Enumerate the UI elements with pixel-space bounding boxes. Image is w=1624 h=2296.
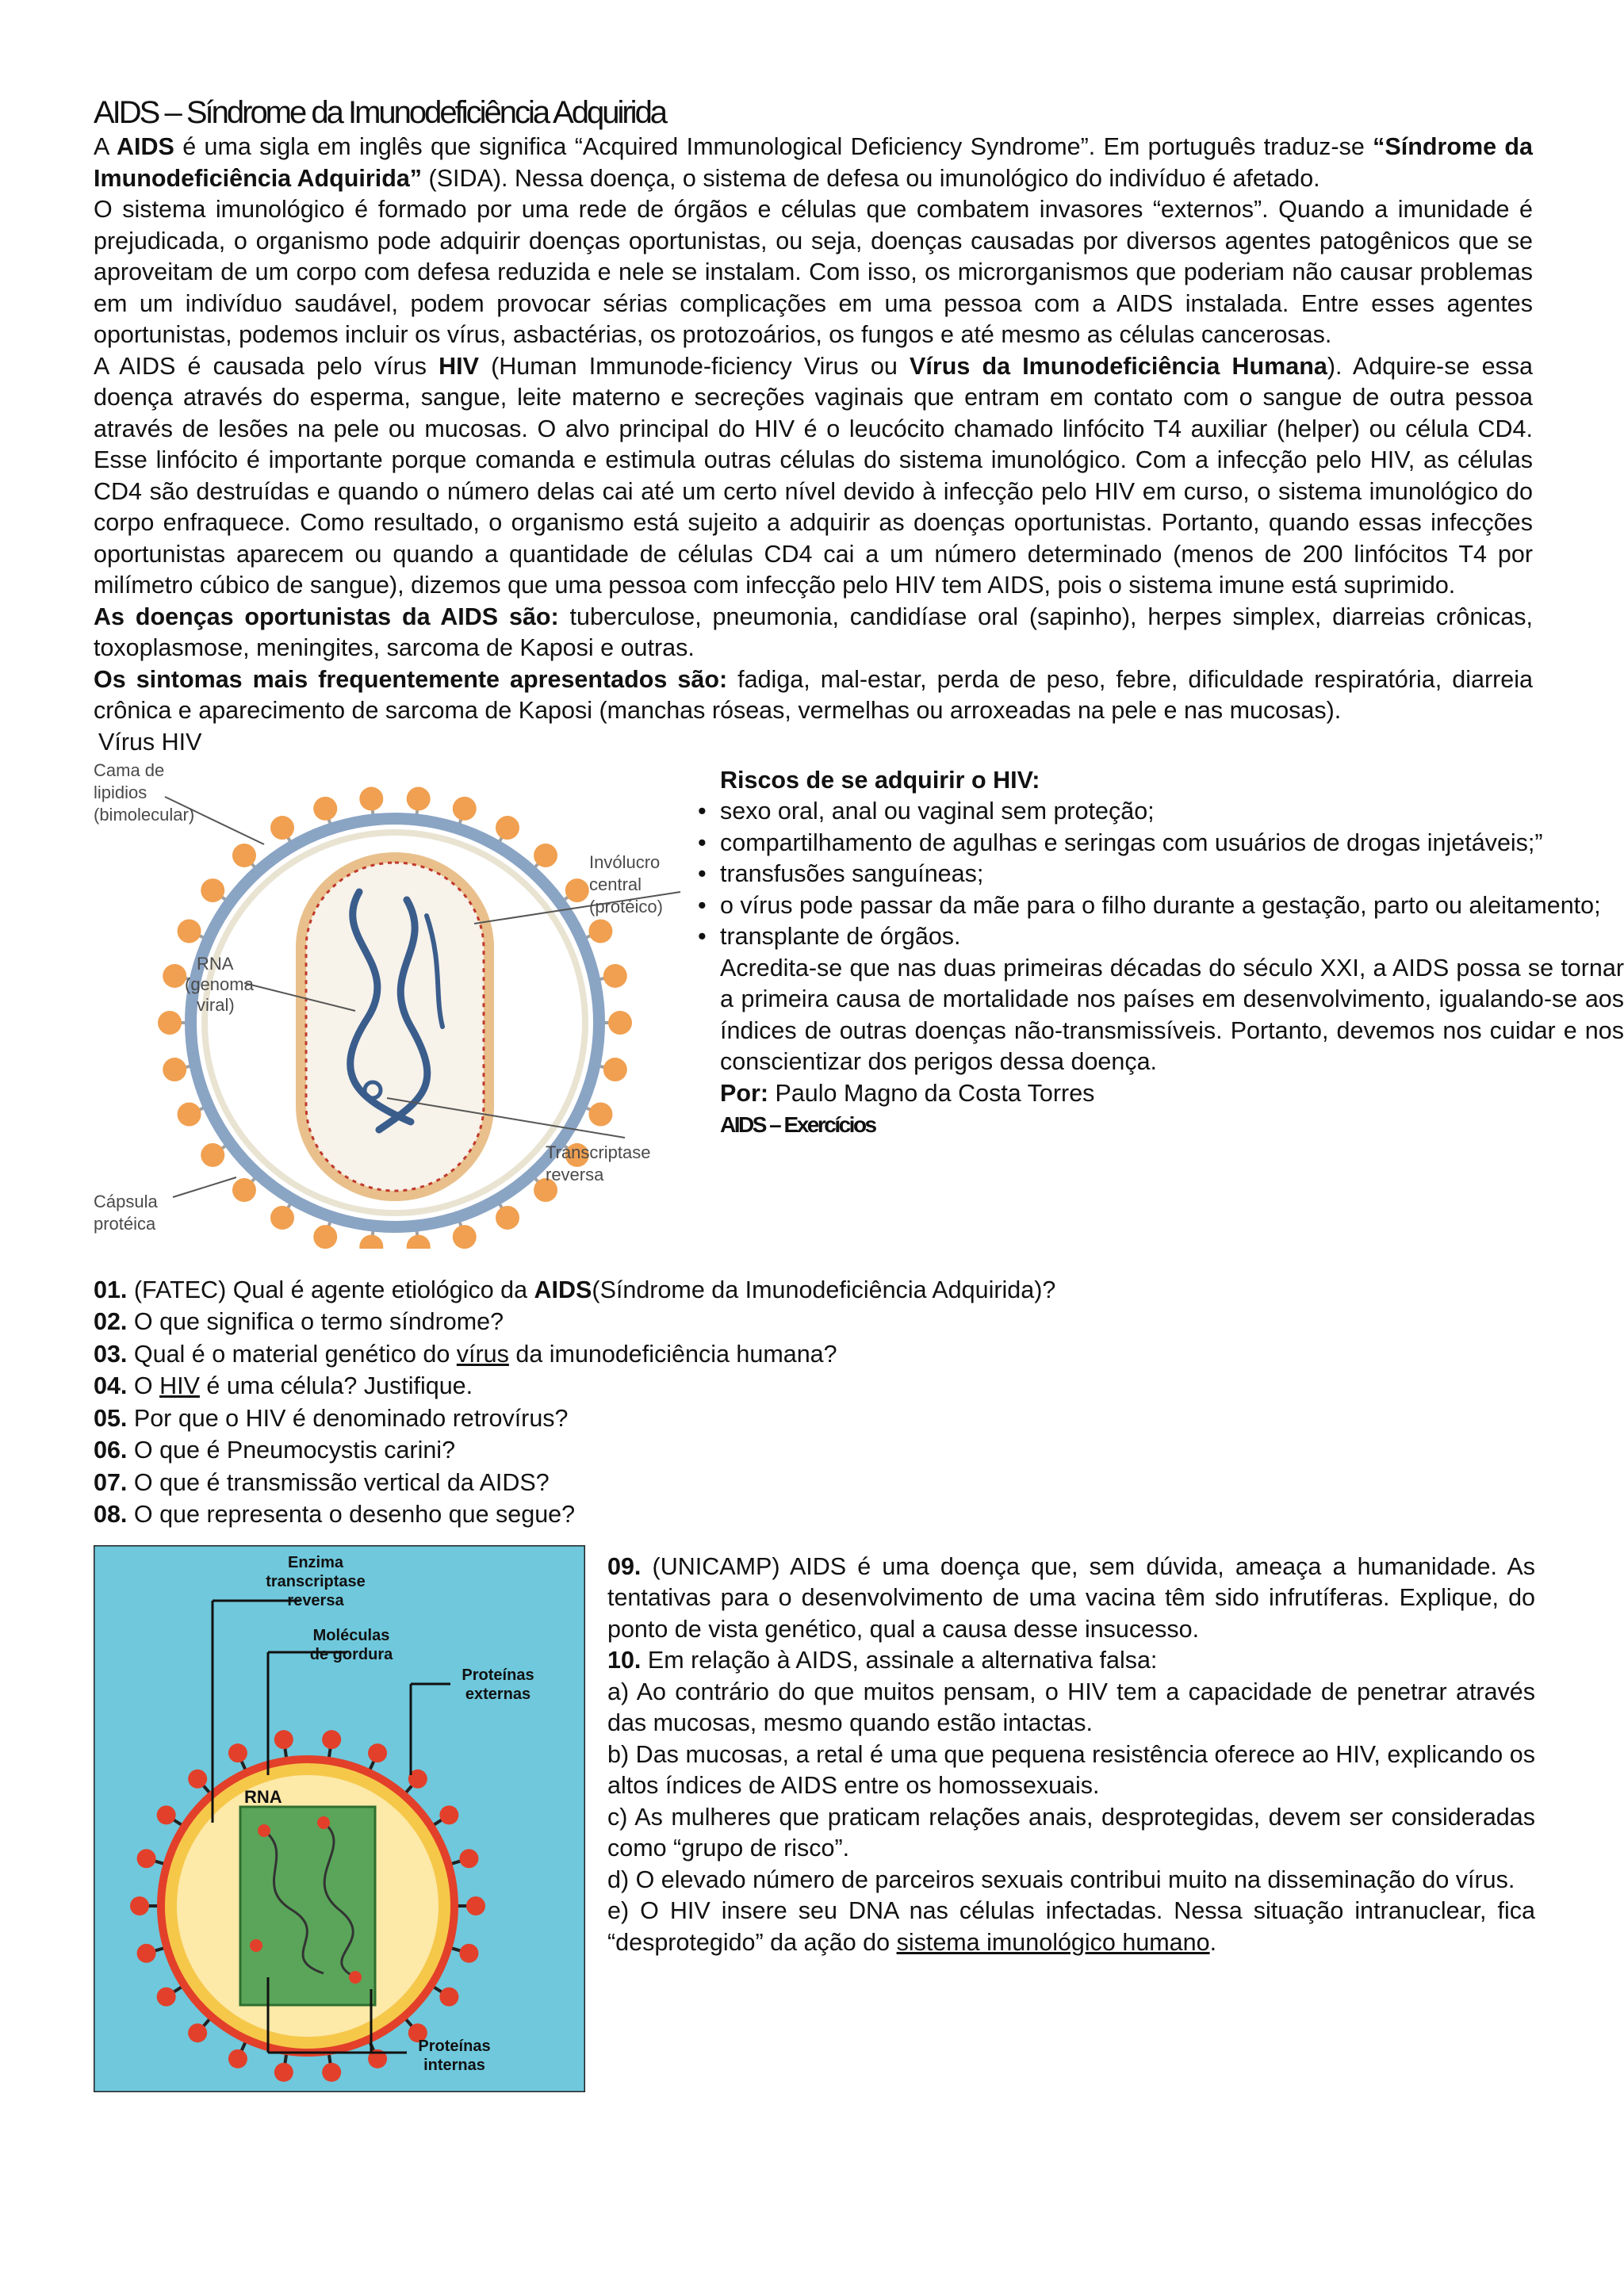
question-01: 01. (FATEC) Qual é agente etiológico da AIDS(Síndrome da Imunodeficiência Adquirida)? <box>94 1276 1056 1303</box>
label-rt-1: Transcriptase <box>546 1142 651 1162</box>
spike-head <box>496 1205 519 1229</box>
spike-head <box>178 919 201 943</box>
risks-section <box>688 765 1624 1142</box>
spike-head <box>439 1805 458 1824</box>
spike-head <box>407 786 431 810</box>
intro-paragraph-5: Os sintomas mais frequentemente apresentados são: fadiga, mal-estar, perda de peso, febre, dificuldade respiratória, diarreia crônica e aparecimento de sarcoma de Kaposi (manchas róseas, vermelhas ou arroxeadas na pele e nas mucosas). <box>94 665 1533 724</box>
label-rna-1: RNA <box>197 953 234 974</box>
spike-head <box>274 1730 293 1749</box>
label-int-1: Proteínas <box>418 2037 491 2055</box>
label-fat-1: Moléculas <box>312 1626 390 1644</box>
question-08: 08. O que representa o desenho que segue? <box>94 1501 576 1528</box>
spike-head <box>130 1896 149 1915</box>
spike-head <box>459 1849 478 1868</box>
question-04: 04. O HIV é uma célula? Justifique. <box>94 1372 473 1399</box>
option-e: e) O HIV insere seu DNA nas células infectadas. Nessa situação intranuclear, fica “desprotegido” da ação do sistema imunológico humano. <box>607 1897 1535 1956</box>
enzyme-dot <box>349 1971 362 1984</box>
question-02: 02. O que significa o termo síndrome? <box>94 1308 504 1335</box>
label-core-2: central <box>589 874 642 894</box>
label-int-2: internas <box>423 2056 485 2074</box>
intro-paragraph-3: A AIDS é causada pelo vírus HIV (Human Immunode-ficiency Virus ou Vírus da Imunodeficiência Humana). Adquire-se essa doença através do esperma, sangue, leite materno e secreções vaginais que entram em contato com o sangue de outra pessoa através de lesões na pele ou mucosas. O alvo principal do HIV é o leucócito chamado linfócito T4 auxiliar (helper) ou célula CD4. Esse linfócito é importante porque comanda e estimula outras células do sistema imunológico. Com a infecção pelo HIV, as células CD4 são destruídas e quando o número delas cai até um certo nível devido à infecção pelo HIV em curso, o sistema imunológico do corpo enfraquece. Como resultado, o organismo está sujeito a adquirir as doenças oportunistas. Portanto, quando essas infecções oportunistas aparecem ou quando a quantidade de células CD4 cai a um número determinado (menos de 200 linfócitos T4 por milímetro cúbico de sangue), dizemos que uma pessoa com infecção pelo HIV tem AIDS, pois o sistema imune está suprimido. <box>94 352 1534 599</box>
label-enzyme-1: Enzima <box>287 1553 344 1571</box>
spike-head <box>188 1769 207 1788</box>
enzyme-dot <box>317 1816 330 1829</box>
option-b: b) Das mucosas, a retal é uma que pequena resistência oferece ao HIV, explicando os altos índices de AIDS entre os homossexuais. <box>607 1740 1535 1799</box>
question-09: 09. (UNICAMP) AIDS é uma doença que, sem dúvida, ameaça a humanidade. As tentativas para o desenvolvimento de uma vacina têm sido infrutíferas. Explique, do ponto de vista genético, qual a causa desse insucesso. <box>607 1552 1535 1643</box>
spike-head <box>163 963 186 987</box>
spike-head <box>453 796 477 820</box>
spike-head <box>158 1011 182 1035</box>
spike-head <box>163 1058 186 1081</box>
intro-paragraph-4: As doenças oportunistas da AIDS são: tuberculose, pneumonia, candidíase oral (sapinho), herpes simplex, diarreias crônicas, toxoplasmose, meningites, sarcoma de Kaposi e outras. <box>94 603 1533 661</box>
intro-paragraph-2: O sistema imunológico é formado por uma rede de órgãos e células que combatem invasores “externos”. Quando a imunidade é prejudicada, o organismo pode adquirir doenças oportunistas, ou seja, doenças causadas por diversos agentes patogênicos que se aproveitam de um corpo com defesa reduzida e nele se instalam. Com isso, os microrganismos que poderiam não causar problemas em um indivíduo saudável, podem provocar sérias complicações em uma pessoa com a AIDS instalada. Entre esses agentes oportunistas, podemos incluir os vírus, asbactérias, os protozoários, os fungos e até mesmo as células cancerosas. <box>94 196 1533 348</box>
label-ext-1: Proteínas <box>462 1666 534 1684</box>
label-rna: RNA <box>244 1786 282 1807</box>
spike-head <box>137 1849 156 1868</box>
intro-paragraph-1: A AIDS é uma sigla em inglês que significa “Acquired Immunological Deficiency Syndrome”. Em português traduz-se “Síndrome da Imunodeficiência Adquirida” (SIDA). Nessa doença, o sistema de defesa ou imunológico do indivíduo é afetado. <box>94 133 1533 192</box>
spike-head <box>407 1234 431 1249</box>
hiv-schematic-diagram <box>94 1545 585 2092</box>
spike-head <box>232 843 256 867</box>
enzyme-dot <box>258 1824 270 1837</box>
spike-head <box>178 1102 201 1126</box>
label-ext-2: externas <box>465 1685 531 1703</box>
figure-caption: Vírus HIV <box>98 728 202 756</box>
spike-head <box>466 1896 485 1915</box>
spike-head <box>459 1943 478 1962</box>
questions-list <box>94 1274 1533 1531</box>
risks-heading: Riscos de se adquirir o HIV: <box>720 766 1040 794</box>
spike-head <box>137 1943 156 1962</box>
label-core-3: (protéico) <box>589 896 663 916</box>
virus-figure-row <box>94 757 1624 1249</box>
spike-head <box>313 1225 337 1249</box>
spike-head <box>201 878 224 902</box>
risk-item: • transplante de órgãos. <box>688 921 1624 953</box>
spike-head <box>232 1178 256 1202</box>
term-hiv: HIV <box>439 352 479 380</box>
label-capsule-2: protéica <box>94 1213 156 1234</box>
enzyme-dot <box>250 1939 262 1952</box>
term-aids: AIDS <box>117 133 174 160</box>
question-03: 03. Qual é o material genético do vírus da imunodeficiência humana? <box>94 1340 837 1368</box>
risk-item: • sexo oral, anal ou vaginal sem proteção; <box>688 796 1624 828</box>
spike-head <box>188 2023 207 2042</box>
label-fat-2: de gordura <box>309 1645 393 1663</box>
spike-head <box>588 919 612 943</box>
spike-head <box>603 963 627 987</box>
spike-head <box>157 1805 176 1824</box>
risk-item: • transfusões sanguíneas; <box>688 859 1624 890</box>
spike-head <box>274 2062 293 2081</box>
question-10: 10. Em relação à AIDS, assinale a alternativa falsa: <box>607 1647 1158 1674</box>
spike-head <box>270 1205 294 1229</box>
spike-head <box>359 786 383 810</box>
label-lipid-1: Cama de <box>94 760 165 780</box>
author-line: Por: Paulo Magno da Costa Torres <box>720 1079 1095 1107</box>
label-lipid-3: (bimolecular) <box>94 804 195 825</box>
spike-head <box>608 1011 632 1035</box>
label-rna-3: viral) <box>197 994 235 1015</box>
label-enzyme-3: reversa <box>287 1591 344 1609</box>
spike-head <box>322 2062 341 2081</box>
page-title: AIDS – Síndrome da Imunodeficiência Adquirida <box>94 95 666 130</box>
spike-head <box>368 1743 387 1762</box>
spike-head <box>228 2049 247 2068</box>
spike-head <box>588 1102 612 1126</box>
question-05: 05. Por que o HIV é denominado retrovírus? <box>94 1404 569 1432</box>
spike-head <box>359 1234 383 1249</box>
spike-head <box>270 816 294 840</box>
option-a: a) Ao contrário do que muitos pensam, o HIV tem a capacidade de penetrar através das mucosas, mesmo quando estão intactas. <box>607 1678 1535 1736</box>
lower-section <box>94 1545 1533 2116</box>
spike-head <box>534 843 557 867</box>
question-06: 06. O que é Pneumocystis carini? <box>94 1437 456 1464</box>
link-virus: vírus <box>456 1340 509 1368</box>
option-d: d) O elevado número de parceiros sexuais contribui muito na disseminação do vírus. <box>607 1866 1515 1893</box>
spike-head <box>157 1987 176 2006</box>
spike-head <box>453 1225 477 1249</box>
label-enzyme-2: transcriptase <box>266 1572 366 1590</box>
risk-item: • compartilhamento de agulhas e seringas com usuários de drogas injetáveis;” <box>688 828 1624 859</box>
risks-list <box>688 796 1624 953</box>
link-hiv: HIV <box>159 1372 200 1399</box>
label-core-1: Invólucro <box>589 851 661 872</box>
risks-closing-text: Acredita-se que nas duas primeiras décadas do século XXI, a AIDS possa se tornar a primeira causa de mortalidade nos países em desenvolvimento, igualando-se aos índices de outras doenças não-transmissíveis. Portanto, devemos nos cuidar e nos conscientizar dos perigos dessa doença. <box>720 954 1624 1075</box>
link-immune-system: sistema imunológico humano <box>896 1928 1210 1956</box>
right-column-questions <box>607 1552 1535 1959</box>
term-sida: “Síndrome da Imunodeficiência Adquirida” <box>94 133 1533 192</box>
spike-head <box>603 1058 627 1081</box>
hiv-structure-diagram <box>94 757 720 1249</box>
spike-head <box>201 1142 224 1166</box>
spike-head <box>228 1743 247 1762</box>
exercises-heading: AIDS – Exercícios <box>720 1112 875 1137</box>
spike-head <box>313 796 337 820</box>
label-rna-2: (genoma <box>185 974 254 994</box>
term-hiv-full: Vírus da Imunodeficiência Humana <box>910 352 1327 380</box>
option-c: c) As mulheres que praticam relações anais, desprotegidas, devem ser consideradas como “grupo de risco”. <box>607 1803 1535 1862</box>
label-lipid-2: lipidios <box>94 782 147 802</box>
spike-head <box>565 878 589 902</box>
label-capsule-1: Cápsula <box>94 1191 158 1211</box>
label-rt-2: reversa <box>546 1164 604 1184</box>
spike-head <box>496 816 519 840</box>
risk-item: • o vírus pode passar da mãe para o filho durante a gestação, parto ou aleitamento; <box>688 890 1624 922</box>
question-07: 07. O que é transmissão vertical da AIDS? <box>94 1468 550 1496</box>
spike-head <box>322 1730 341 1749</box>
capsid-inner <box>306 863 484 1191</box>
document-page <box>94 94 1624 2116</box>
spike-head <box>439 1987 458 2006</box>
